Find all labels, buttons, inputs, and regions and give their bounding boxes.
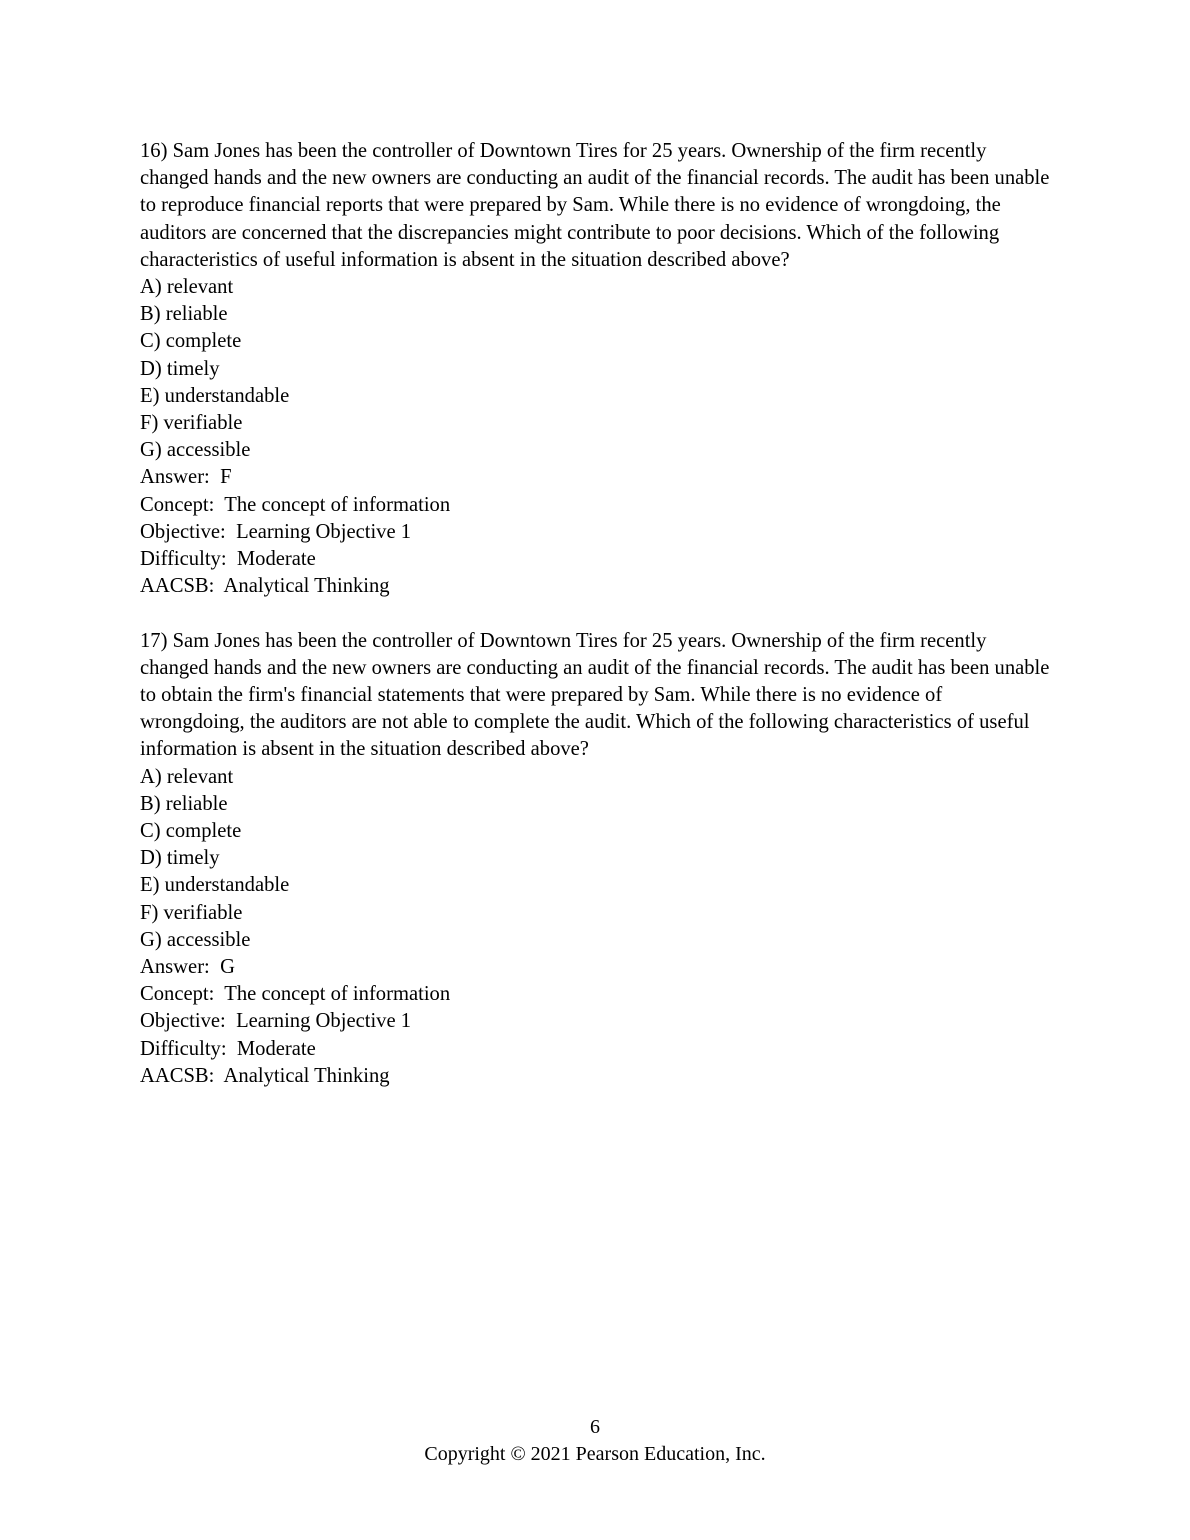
answer-option: A) relevant [140, 276, 234, 299]
answer-option: F) verifiable [140, 412, 243, 435]
answer-option: C) complete [140, 820, 242, 843]
question-meta-line: Objective: Learning Objective 1 [140, 1010, 412, 1033]
question-meta [140, 954, 1052, 1090]
options-list [140, 274, 1052, 464]
answer-option: G) accessible [140, 928, 251, 951]
question-block [140, 138, 1052, 600]
question-meta-line: Concept: The concept of information [140, 983, 451, 1006]
question-meta-line: AACSB: Analytical Thinking [140, 1064, 390, 1087]
question-stem: 16) Sam Jones has been the controller of Downtown Tires for 25 years. Ownership of the firm recently changed hands and the new owners are conducting an audit of the financial records. The audit has been unable to reproduce financial reports that were prepared by Sam. While there is no evidence of wrongdoing, the auditors are concerned that the discrepancies might contribute to poor decisions. Which of the following characteristics of useful information is absent in the situation described above? [140, 140, 1050, 271]
page-number: 6 [590, 1416, 600, 1438]
question-meta-line: Difficulty: Moderate [140, 548, 316, 571]
answer-option: C) complete [140, 330, 242, 353]
answer-option: D) timely [140, 357, 220, 380]
answer-option: B) reliable [140, 303, 228, 326]
question-block [140, 628, 1052, 1090]
page-footer [0, 1414, 1190, 1468]
question-meta-line: Concept: The concept of information [140, 493, 451, 516]
answer-option: E) understandable [140, 874, 290, 897]
answer-option: G) accessible [140, 439, 251, 462]
questions-area [140, 138, 1052, 1117]
answer-option: F) verifiable [140, 901, 243, 924]
question-meta-line: Answer: F [140, 466, 232, 489]
answer-option: A) relevant [140, 765, 234, 788]
answer-option: D) timely [140, 847, 220, 870]
question-meta [140, 464, 1052, 600]
copyright-notice: Copyright © 2021 Pearson Education, Inc. [424, 1443, 766, 1465]
question-meta-line: AACSB: Analytical Thinking [140, 575, 390, 598]
question-meta-line: Difficulty: Moderate [140, 1037, 316, 1060]
question-stem: 17) Sam Jones has been the controller of Downtown Tires for 25 years. Ownership of the firm recently changed hands and the new owners are conducting an audit of the financial records. The audit has been unable to obtain the firm's financial statements that were prepared by Sam. While there is no evidence of wrongdoing, the auditors are not able to complete the audit. Which of the following characteristics of useful information is absent in the situation described above? [140, 629, 1050, 761]
options-list [140, 764, 1052, 954]
question-meta-line: Answer: G [140, 956, 235, 979]
answer-option: B) reliable [140, 792, 228, 815]
question-meta-line: Objective: Learning Objective 1 [140, 520, 412, 543]
answer-option: E) understandable [140, 384, 290, 407]
